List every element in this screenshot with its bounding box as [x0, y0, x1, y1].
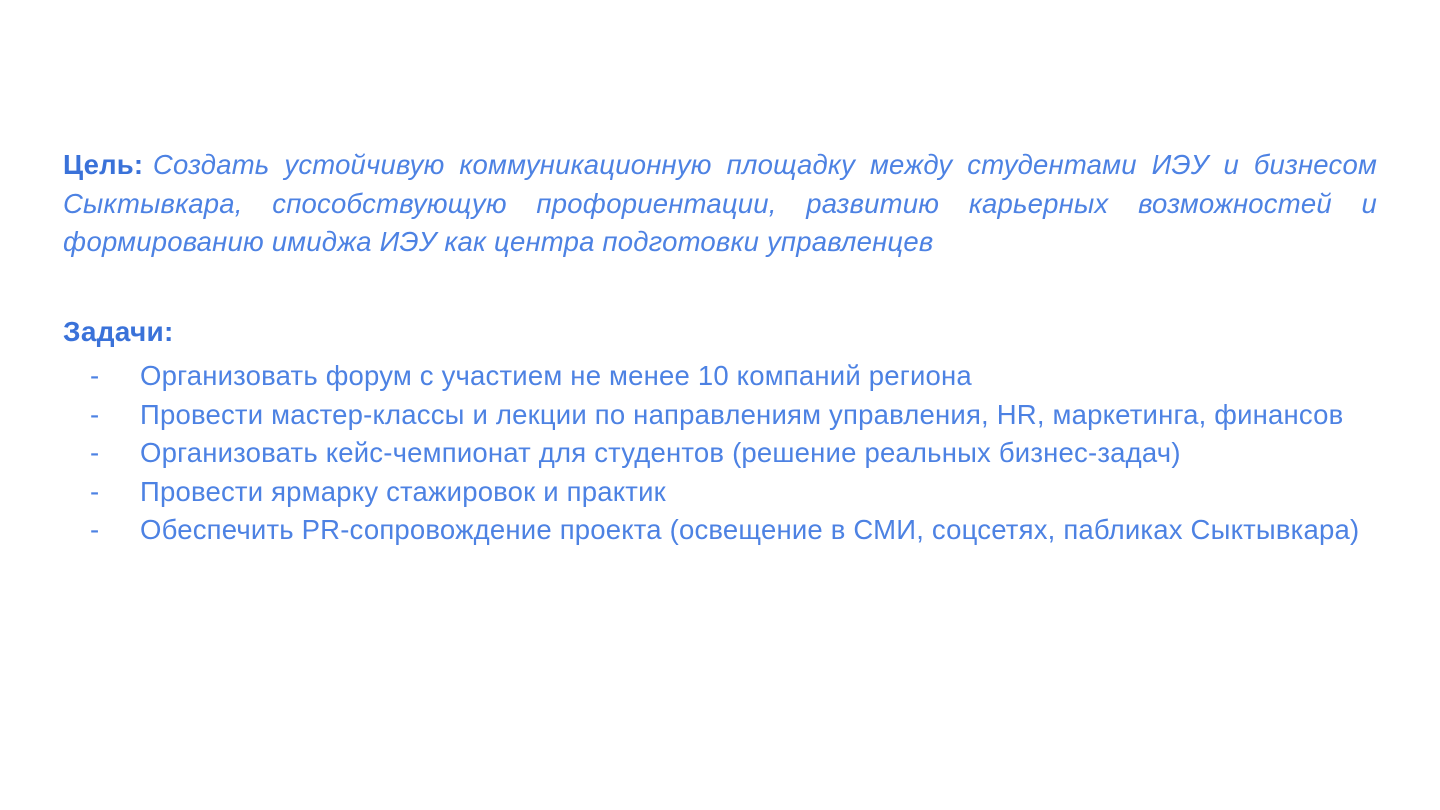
- task-text: Провести ярмарку стажировок и практик: [140, 475, 666, 507]
- task-text: Организовать форум с участием не менее 10 компаний региона: [140, 360, 972, 391]
- dash-bullet: -: [90, 475, 100, 507]
- task-text: Провести мастер-классы и лекции по направлениям управления, HR, маркетинга, финансов: [140, 398, 1344, 430]
- dash-bullet: -: [90, 360, 100, 391]
- dash-bullet: -: [90, 398, 100, 430]
- dash-bullet: -: [90, 514, 100, 545]
- task-item: [63, 511, 1377, 550]
- task-item: [63, 434, 1377, 473]
- task-item: [63, 357, 1377, 396]
- goal-paragraph: [63, 146, 1377, 262]
- task-item: [63, 473, 1377, 512]
- goal-text: Создать устойчивую коммуникационную площадку между студентами ИЭУ и бизнесом Сыктывкара, способствующую профориентации, развитию карьерных возможностей и формированию имиджа ИЭУ как центра подготовки управленцев: [63, 149, 1377, 257]
- dash-bullet: -: [90, 437, 100, 468]
- tasks-list: [63, 357, 1377, 550]
- task-item: [63, 396, 1377, 435]
- task-text: Обеспечить PR-сопровождение проекта (освещение в СМИ, соцсетях, пабликах Сыктывкара): [140, 514, 1360, 545]
- tasks-heading: Задачи:: [63, 315, 174, 347]
- goal-label: Цель:: [63, 149, 144, 180]
- task-text: Организовать кейс-чемпионат для студентов (решение реальных бизнес-задач): [140, 437, 1181, 468]
